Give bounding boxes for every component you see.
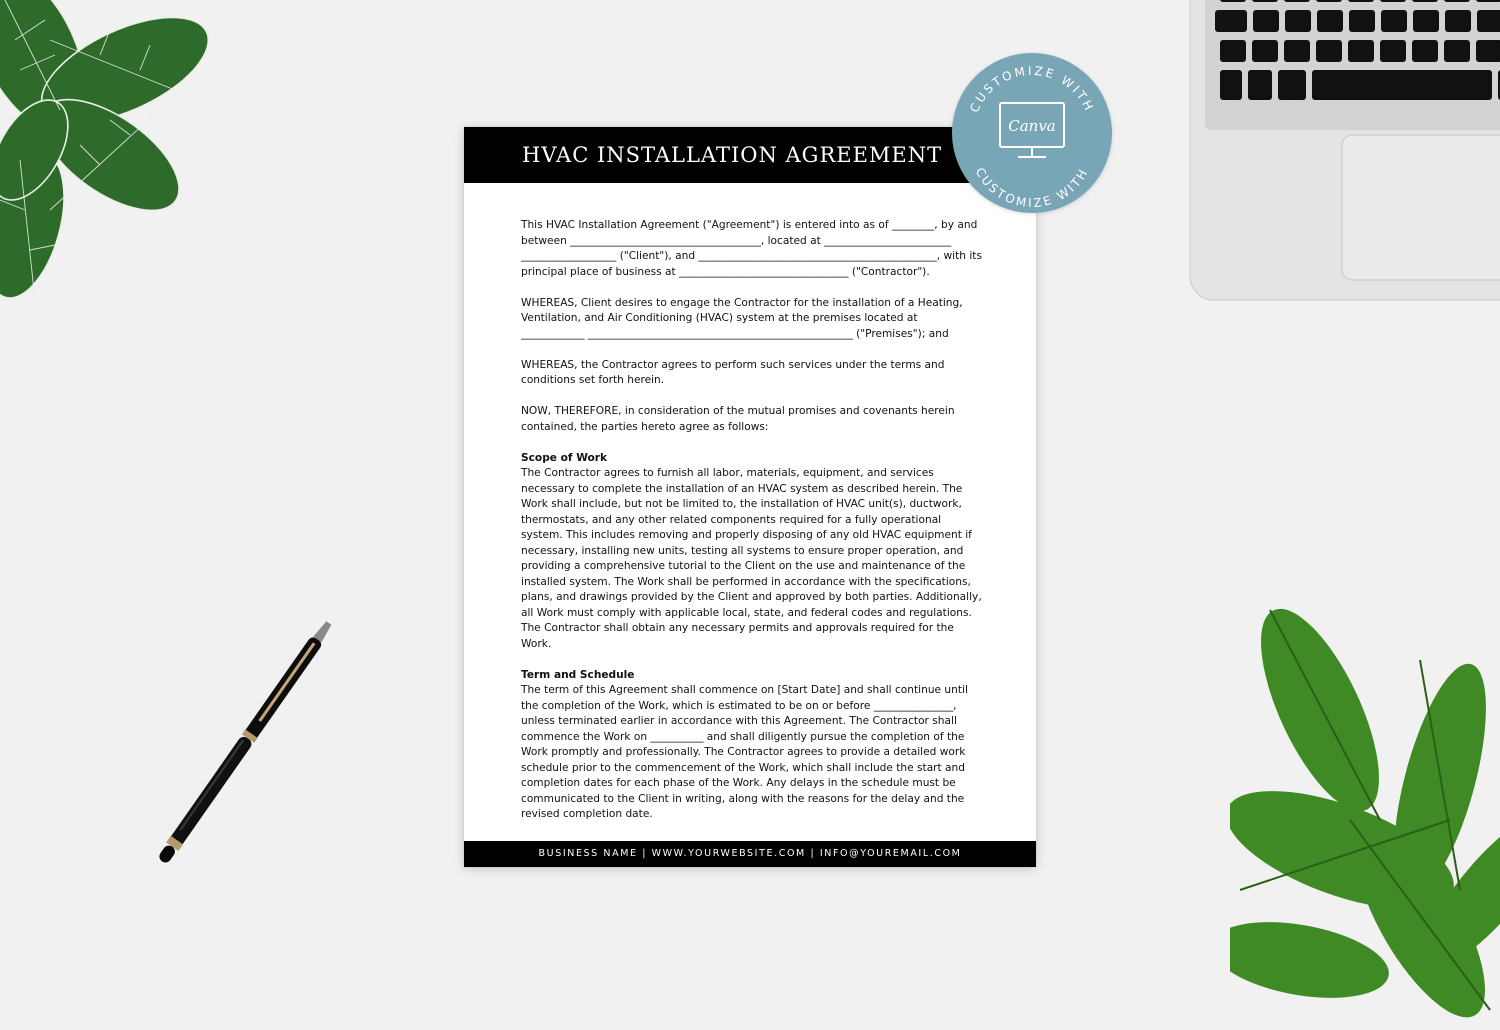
plant-icon [1230,590,1500,1030]
agreement-document [464,127,1036,867]
section-text: The Contractor agrees to furnish all labor, materials, equipment, and services necessary to complete the installation of an HVAC system as described herein. The Work shall include, but not be limited to, the installation of HVAC unit(s), ductwork, thermostats, and any other related components required for a fully operational system. This includes removing and properly disposing of any old HVAC equipment if necessary, installing new units, testing all systems to ensure proper operation, and providing a comprehensive tutorial to the Client on the use and maintenance of the installed system. The Work shall be performed in accordance with the specifications, plans, and drawings provided by the Client and approved by both parties. Additionally, all Work must comply with applicable local, state, and federal codes and regulations. The Contractor shall obtain any necessary permits and approvals required for the Work. [521,467,982,650]
laptop-icon [1120,0,1500,315]
canva-logo-text: Canva [1008,117,1056,135]
document-footer: BUSINESS NAME | WWW.YOURWEBSITE.COM | INFO@YOUREMAIL.COM [464,841,1036,867]
document-header [464,127,1036,183]
svg-text:CUSTOMIZE WITH [973,165,1092,210]
intro-paragraph: WHEREAS, the Contractor agrees to perform such services under the terms and conditions set forth herein. [521,358,945,386]
svg-text:CUSTOMIZE WITH [967,64,1097,115]
intro-paragraph: NOW, THEREFORE, in consideration of the mutual promises and covenants herein contained, the parties hereto agree as follows: [521,405,955,433]
pen-icon [135,605,345,895]
badge-top-text: CUSTOMIZE WITH [967,63,1097,115]
customize-badge [952,53,1112,213]
section-text: The term of this Agreement shall commence on [Start Date] and shall continue until the completion of the Work, which is estimated to be on or before _______________, unless terminated earlier in accordance with this Agreement. The Contractor shall commence the Work on __________ and shall diligently pursue the completion of the Work promptly and professionally. The Contractor agrees to provide a detailed work schedule prior to the commencement of the Work, which shall include the start and completion dates for each phase of the Work. Any delays in the schedule must be communicated to the Client in writing, along with the reasons for the delay and the revised completion date. [521,684,968,820]
section-heading: Scope of Work [521,451,608,464]
badge-bottom-text: CUSTOMIZE WITH [972,165,1092,211]
plant-icon [0,0,260,320]
section-heading: Term and Schedule [521,668,635,681]
intro-paragraph: This HVAC Installation Agreement ("Agreement") is entered into as of ________, by and between ____________________________________, located at ________________________ __________________ ("Client"), and _____________________________________________, with its principal place of business at ________________________________ ("Contractor"). [521,219,982,278]
document-title: HVAC INSTALLATION AGREEMENT [522,143,943,167]
intro-paragraph: WHEREAS, Client desires to engage the Contractor for the installation of a Heating, Ventilation, and Air Conditioning (HVAC) system at the premises located at ____________ __________________________________________________ ("Premises"); and [521,296,963,340]
document-body [521,218,983,838]
